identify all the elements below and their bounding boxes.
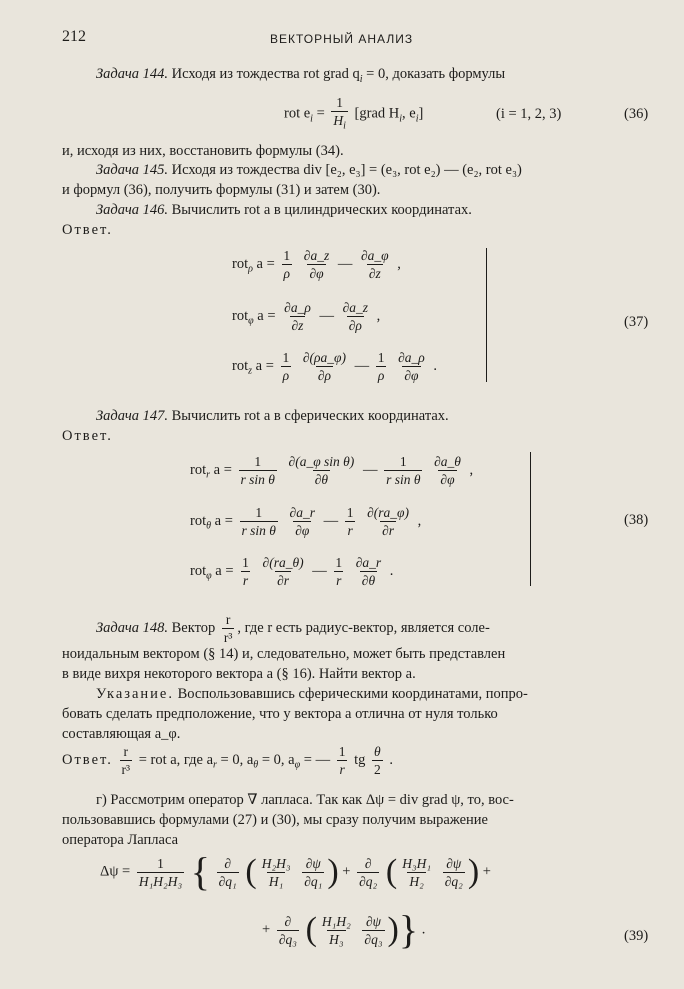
task-148: Задача 148. Вектор $\frac{r}{\text{r³}}$ , где r есть радиус-вектор, является соле- xyxy=(96,612,490,645)
page-number: 212 xyxy=(62,28,86,45)
eq37-bracket xyxy=(486,248,487,382)
eq38-row1: rot$_r$ a = $\frac{1}{\text{r sin θ}}$ $\frac{\text{∂(a\_φ sin θ)}}{\partial\theta}$ — $\frac{1}{\text{r sin θ}}$ $\frac{\partial a\_\theta}{\partial\varphi}$ , xyxy=(190,454,474,487)
eq39-line2: + $\frac{\partial}{\text{∂q₃}}$ ( $\frac{\text{H₁H₂}}{\text{H₃}}$ $\frac{\partial\psi}{\text{∂q₃}}$ )} . xyxy=(262,907,426,952)
answer-148: Ответ. $\frac{r}{\text{r³}}$ = rot a, где $a_r = 0$, $a_\theta = 0$, $a_\varphi$ = — $\frac{1}{r}$ tg $\frac{\theta}{2}$ . xyxy=(62,744,393,777)
eq36-rhs: [grad H xyxy=(354,105,400,122)
task-148-line3: в виде вихря некоторого вектора a (§ 16). Найти вектор a. xyxy=(62,666,416,682)
task-145 xyxy=(96,160,522,180)
task-148-line2: ноидальным вектором (§ 14) и, следовательно, может быть представлен xyxy=(62,646,506,662)
task-144-text-tail: = 0, доказать формулы xyxy=(362,66,506,82)
task-147 xyxy=(96,406,449,426)
task-146 xyxy=(96,200,472,220)
answer-146-label: Ответ. xyxy=(62,222,113,238)
task-145-line2: и формул (36), получить формулы (31) и затем (30). xyxy=(62,182,381,198)
eq39-number: (39) xyxy=(624,928,649,944)
eq38-row3: rot$_\varphi$ a = $\frac{1}{r}$ $\frac{\partial(ra\_\theta)}{\partial r}$ — $\frac{1}{r}$ $\frac{\partial a\_r}{\partial\theta}$ . xyxy=(190,555,394,588)
task-148-label: Задача 148. xyxy=(96,619,168,636)
eq38-bracket xyxy=(530,452,531,586)
task-144-label: Задача 144. xyxy=(96,66,168,82)
eq37-number: (37) xyxy=(624,314,649,330)
eq38-row2: rot$_\theta$ a = $\frac{1}{\text{r sin θ}}$ $\frac{\partial a\_r}{\partial\varphi}$ — $\frac{1}{r}$ $\frac{\partial(ra\_\varphi)}{\partial r}$ , xyxy=(190,505,422,538)
eq37-row2: rot$_\varphi$ a = $\frac{\partial a\_\rho}{\partial z}$ — $\frac{\partial a\_z}{\partial\rho}$ , xyxy=(232,300,381,333)
hint-label: Указание. xyxy=(96,686,174,702)
para-g-line3: оператора Лапласа xyxy=(62,832,179,848)
hint-line2: бовать сделать предположение, что у вектора a отлична от нуля только xyxy=(62,706,498,722)
para-g-line1: г) Рассмотрим оператор ∇ лапласа. Так как Δψ = div grad ψ, то, вос- xyxy=(96,792,514,808)
eq36-fraction: $\frac{1}{H_i}$ xyxy=(333,95,346,132)
task-144-text: Исходя из тождества rot grad q xyxy=(171,66,360,82)
task-147-text: Вычислить rot a в сферических координатах. xyxy=(171,408,449,424)
hint: Указание. Воспользовавшись сферическими координатами, попро- xyxy=(96,686,528,702)
task-145-label: Задача 145. xyxy=(96,162,168,178)
eq37-row3: rot$_z$ a = $\frac{1}{\rho}$ $\frac{\partial(\rho a\_\varphi)}{\partial\rho}$ — $\frac{1}{\rho}$ $\frac{\partial a\_\rho}{\partial\varphi}$ . xyxy=(232,350,438,383)
eq36-lhs: rot e xyxy=(284,105,311,122)
task-144: Задача 144. Исходя из тождества rot grad $q_i = 0$, доказать формулы xyxy=(96,66,506,85)
answer-147-label: Ответ. xyxy=(62,428,113,444)
task-146-label: Задача 146. xyxy=(96,202,168,218)
eq36-number: (36) xyxy=(624,106,649,122)
text-after-36: и, исходя из них, восстановить формулы (34). xyxy=(62,143,344,159)
task-145-line1: Исходя из тождества div [e₂, e₃] = (e₃, rot e₂) — (e₂, rot e₃) xyxy=(171,162,522,178)
equation-36: rot $e_i$ = $\frac{1}{H_i}$ [grad $H_i$, $e_i$] xyxy=(284,95,424,132)
task-146-text: Вычислить rot a в цилиндрических координатах. xyxy=(171,202,472,218)
eq39-line1: Δψ = $\frac{1}{\text{H₁H₂H₃}}$ { $\frac{\partial}{\text{∂q₁}}$ ( $\frac{\text{H₂H₃}}{\text{H₁}}$ $\frac{\partial\psi}{\text{∂q₁}}$ ) + $\frac{\partial}{\text{∂q₂}}$ ( $\frac{\text{H₃H₁}}{\text{H₂}}$ $\frac{\partial\psi}{\text{∂q₂}}$ ) + xyxy=(100,849,491,894)
task-147-label: Задача 147. xyxy=(96,408,168,424)
eq38-number: (38) xyxy=(624,512,649,528)
hint-line3: составляющая a_φ. xyxy=(62,726,181,742)
eq37-row1: rot$_\rho$ a = $\frac{1}{\rho}$ $\frac{\partial a\_z}{\partial\varphi}$ — $\frac{\partial a\_\varphi}{\partial z}$ , xyxy=(232,248,401,281)
para-g-line2: пользовавшись формулами (27) и (30), мы сразу получим выражение xyxy=(62,812,488,828)
running-title: ВЕКТОРНЫЙ АНАЛИЗ xyxy=(270,32,414,46)
eq36-range: (i = 1, 2, 3) xyxy=(496,106,562,122)
